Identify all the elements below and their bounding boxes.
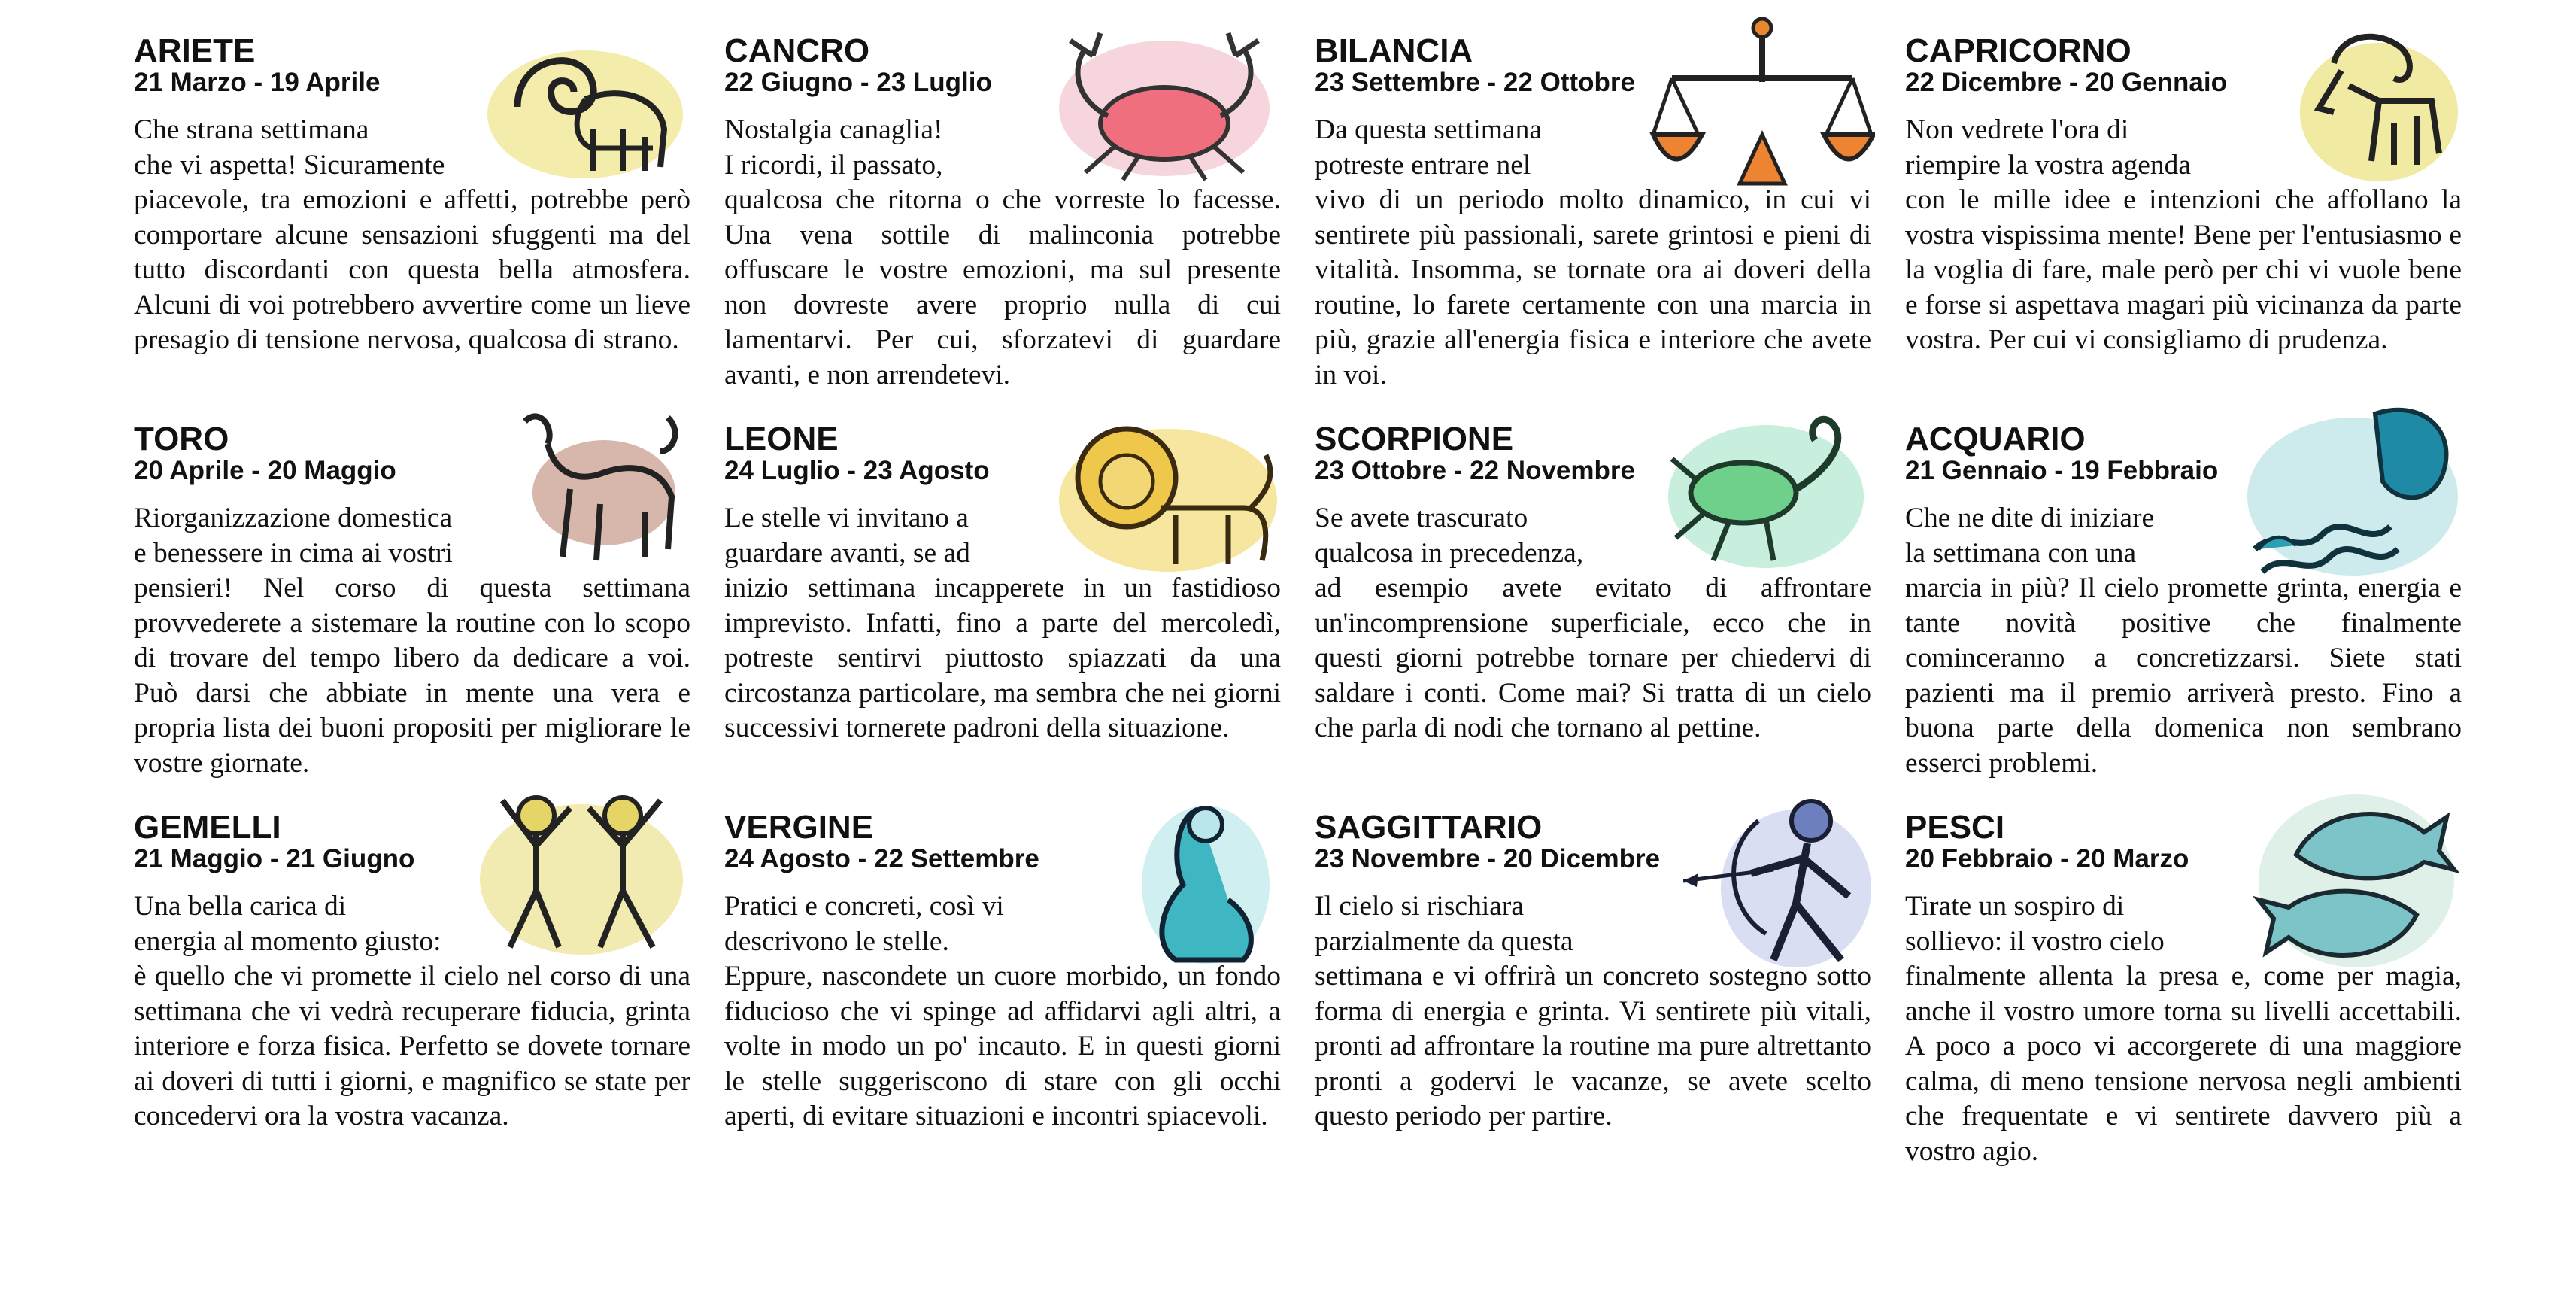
sign-dates: 21 Gennaio - 19 Febbraio bbox=[1905, 456, 2219, 485]
sign-scorpione bbox=[1315, 421, 1875, 797]
sign-text bbox=[1315, 889, 1871, 1135]
sign-dates: 22 Dicembre - 20 Gennaio bbox=[1905, 68, 2227, 97]
lead-line: sollievo: il vostro cielo bbox=[1905, 925, 2165, 957]
sign-name: GEMELLI bbox=[134, 809, 281, 846]
sign-pesci bbox=[1905, 810, 2465, 1186]
lead-line: Non vedrete l'ora di bbox=[1905, 114, 2129, 145]
sign-dates: 23 Settembre - 22 Ottobre bbox=[1315, 68, 1635, 97]
sign-text bbox=[1905, 113, 2462, 358]
sign-text bbox=[724, 113, 1281, 393]
sign-body: finalmente allenta la presa e, come per magia, anche il vostro umore torna su livelli accettabili. A poco a poco vi accorgerete di una maggiore calma, di meno tensione nervosa negli ambienti che frequentate e vi sentirete davvero più a vostro agio. bbox=[1905, 961, 2462, 1167]
sign-bilancia bbox=[1315, 33, 1875, 409]
lead-line: riempire la vostra agenda bbox=[1905, 149, 2192, 181]
sign-text bbox=[1315, 501, 1871, 746]
lead-line: Riorganizzazione domestica bbox=[134, 503, 453, 533]
sign-gemelli bbox=[134, 810, 694, 1186]
lead-line: qualcosa in precedenza, bbox=[1315, 537, 1584, 569]
lead-line: guardare avanti, se ad bbox=[724, 537, 970, 569]
lead-line: Pratici e concreti, così vi bbox=[724, 891, 1004, 922]
sign-name: TORO bbox=[134, 421, 229, 457]
sign-dates: 21 Marzo - 19 Aprile bbox=[134, 68, 381, 97]
sign-text bbox=[724, 889, 1281, 1135]
sign-dates: 23 Ottobre - 22 Novembre bbox=[1315, 456, 1635, 485]
lead-line: Le stelle vi invitano a bbox=[724, 503, 969, 533]
sign-cancro bbox=[724, 33, 1285, 409]
lead-line: Tirate un sospiro di bbox=[1905, 891, 2125, 922]
sign-body: ad esempio avete evitato di affrontare un'incomprensione superficiale, ecco che in questi giorni potrebbe tornare per chiedervi di saldare i conti. Come mai? Si tratta di un cielo che parla di nodi che tornano al pettine. bbox=[1315, 573, 1871, 743]
sign-acquario bbox=[1905, 421, 2465, 797]
sign-text bbox=[1905, 501, 2462, 781]
sign-vergine bbox=[724, 810, 1285, 1186]
lead-line: e benessere in cima ai vostri bbox=[134, 537, 453, 569]
sign-body: è quello che vi promette il cielo nel corso di una settimana che vi vedrà recuperare fiducia, grinta interiore e forza fisica. Perfetto se dovete tornare ai doveri di tutti i giorni, e magnifico se state per concedervi ora la vostra vacanza. bbox=[134, 961, 690, 1131]
lead-line: Che strana settimana bbox=[134, 114, 369, 145]
sign-name: SAGGITTARIO bbox=[1315, 809, 1543, 846]
lead-line: che vi aspetta! Sicuramente bbox=[134, 149, 445, 181]
sign-dates: 22 Giugno - 23 Luglio bbox=[724, 68, 992, 97]
sign-text bbox=[1315, 113, 1871, 393]
sign-name: CANCRO bbox=[724, 32, 870, 69]
sign-body: settimana e vi offrirà un concreto sostegno sotto forma di energia e grinta. Vi sentirete più vitali, pronti ad affrontare la routine ma pure altrettanto pronti a godervi le vacanze, se avete scelto questo periodo per partire. bbox=[1315, 961, 1871, 1131]
sign-text bbox=[1905, 889, 2462, 1169]
sign-name: PESCI bbox=[1905, 809, 2005, 846]
sign-saggittario bbox=[1315, 810, 1875, 1186]
sign-body: con le mille idee e intenzioni che affollano la vostra vispissima mente! Bene per l'entusiasmo e la voglia di fare, male però per chi vi vuole bene e forse si aspettava magari più vicinanza da parte vostra. Per cui vi consigliamo di prudenza. bbox=[1905, 184, 2462, 355]
sign-text bbox=[134, 501, 690, 781]
sign-name: CAPRICORNO bbox=[1905, 32, 2131, 69]
sign-dates: 21 Maggio - 21 Giugno bbox=[134, 844, 415, 873]
lead-line: Il cielo si rischiara bbox=[1315, 891, 1525, 922]
lead-line: potreste entrare nel bbox=[1315, 149, 1531, 181]
sign-name: BILANCIA bbox=[1315, 32, 1473, 69]
lead-line: descrivono le stelle. bbox=[724, 925, 949, 957]
sign-body: pensieri! Nel corso di questa settimana provvederete a sistemare la routine con lo scopo di trovare del tempo libero da dedicare a voi. Può darsi che abbiate in mente una vera e propria lista dei buoni propositi per migliorare le vostre giornate. bbox=[134, 573, 690, 779]
lead-line: Da questa settimana bbox=[1315, 114, 1542, 145]
sign-dates: 24 Luglio - 23 Agosto bbox=[724, 456, 990, 485]
sign-leone bbox=[724, 421, 1285, 797]
sign-ariete bbox=[134, 33, 694, 409]
sign-toro bbox=[134, 421, 694, 797]
sign-body: qualcosa che ritorna o che vorreste lo facesse. Una vena sottile di malinconia potrebbe offuscare le vostre emozioni, ma sul presente non dovreste avere proprio nulla di cui lamentarvi. Per cui, sforzatevi di guardare avanti, e non arrendetevi. bbox=[724, 184, 1281, 390]
sign-body: piacevole, tra emozioni e affetti, potrebbe però comportare alcune sensazioni sfuggenti ma del tutto discordanti con questa bella atmosfera. Alcuni di voi potrebbero avvertire come un lieve presagio di tensione nervosa, qualcosa di strano. bbox=[134, 184, 690, 355]
sign-name: SCORPIONE bbox=[1315, 421, 1514, 457]
sign-dates: 20 Febbraio - 20 Marzo bbox=[1905, 844, 2189, 873]
lead-line: Una bella carica di bbox=[134, 891, 347, 922]
sign-text bbox=[134, 113, 690, 358]
sign-dates: 23 Novembre - 20 Dicembre bbox=[1315, 844, 1661, 873]
lead-line: parzialmente da questa bbox=[1315, 925, 1573, 957]
sign-name: LEONE bbox=[724, 421, 839, 457]
sign-name: ARIETE bbox=[134, 32, 256, 69]
sign-capricorno bbox=[1905, 33, 2465, 409]
sign-text bbox=[134, 889, 690, 1135]
sign-body: marcia in più? Il cielo promette grinta, energia e tante novità positive che finalmente cominceranno a concretizzarsi. Siete stati pazienti ma il premio arriverà presto. Fino a buona parte della domenica non sembrano esserci problemi. bbox=[1905, 573, 2462, 779]
lead-line: Nostalgia canaglia! bbox=[724, 114, 943, 145]
sign-dates: 24 Agosto - 22 Settembre bbox=[724, 844, 1039, 873]
sign-body: Eppure, nascondete un cuore morbido, un fondo fiducioso che vi spinge ad affidarvi agli altri, a volte in modo un po' incauto. E in questi giorni le stelle suggeriscono di stare con gli occhi aperti, di evitare situazioni e incontri spiacevoli. bbox=[724, 961, 1281, 1131]
sign-name: VERGINE bbox=[724, 809, 874, 846]
sign-name: ACQUARIO bbox=[1905, 421, 2086, 457]
lead-line: I ricordi, il passato, bbox=[724, 149, 943, 181]
sign-text bbox=[724, 501, 1281, 746]
lead-line: energia al momento giusto: bbox=[134, 925, 441, 957]
sign-dates: 20 Aprile - 20 Maggio bbox=[134, 456, 396, 485]
sign-body: vivo di un periodo molto dinamico, in cui vi sentirete più passionali, sarete grintosi e pieni di vitalità. Insomma, se tornate ora ai doveri della routine, lo farete certamente con una marcia in più, grazie all'energia fisica e interiore che avete in voi. bbox=[1315, 184, 1871, 390]
lead-line: la settimana con una bbox=[1905, 537, 2137, 569]
lead-line: Che ne dite di iniziare bbox=[1905, 503, 2155, 533]
sign-body: inizio settimana incapperete in un fastidioso imprevisto. Infatti, fino a parte del mercoledì, potreste sentirvi piuttosto spiazzati da una circostanza particolare, ma sembra che nei giorni successivi tornerete padroni della situazione. bbox=[724, 573, 1281, 743]
lead-line: Se avete trascurato bbox=[1315, 503, 1528, 533]
